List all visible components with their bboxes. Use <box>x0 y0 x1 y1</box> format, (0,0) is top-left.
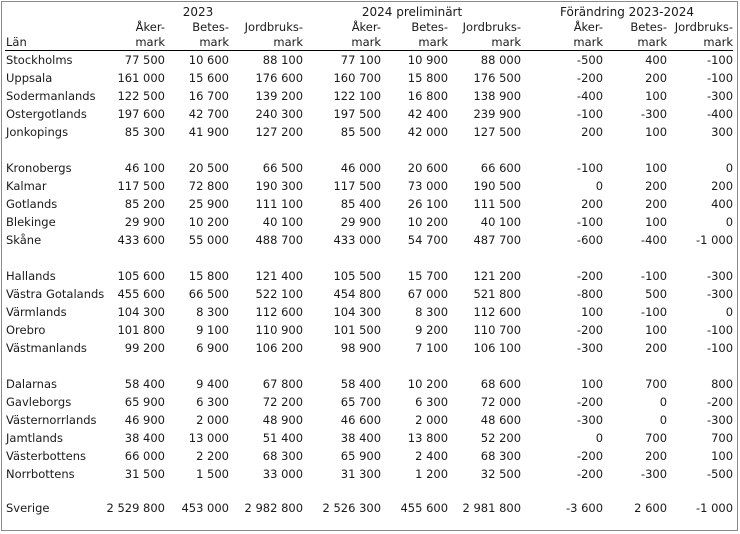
cell-jord-change: 100 <box>711 449 734 463</box>
col-aker-line2: mark <box>573 35 604 49</box>
cell-aker-change: 100 <box>581 377 604 391</box>
cell-aker-2023: 433 600 <box>117 233 165 247</box>
cell-aker-2024: 31 300 <box>340 467 382 481</box>
col-bete-line1: Betes- <box>411 20 449 34</box>
cell-jord-change: 0 <box>725 161 734 175</box>
table-row <box>5 123 733 141</box>
cell-jord-change: -100 <box>706 71 734 85</box>
cell-aker-2024: 104 300 <box>333 305 382 319</box>
col-bete-2024 <box>381 20 448 51</box>
col-aker-2024 <box>303 20 381 51</box>
group-spacer <box>5 141 733 159</box>
cell-bete-change: -100 <box>640 305 668 319</box>
header-column-row <box>5 20 733 51</box>
cell-jord-2024: 68 300 <box>480 449 522 463</box>
cell-aker-2023: 99 200 <box>124 341 165 355</box>
cell-aker-2024: 65 900 <box>340 449 382 463</box>
cell-aker-2023: 66 000 <box>124 449 165 463</box>
cell-jord-2024: 190 500 <box>473 179 522 193</box>
cell-jord-2023: 66 500 <box>262 161 304 175</box>
cell-aker-change: -100 <box>576 215 604 229</box>
col-bete-line1: Betes- <box>192 20 229 34</box>
table-row <box>5 465 733 483</box>
col-jord-change <box>667 20 733 51</box>
cell-bete-2024: 15 700 <box>407 269 449 283</box>
cell-bete-change: 100 <box>645 161 668 175</box>
cell-jord-change: 200 <box>711 179 734 193</box>
group-spacer <box>5 357 733 375</box>
cell-bete-2023: 20 500 <box>188 161 229 175</box>
cell-aker-2023: 101 800 <box>117 323 165 337</box>
cell-aker-2023: 46 100 <box>124 161 165 175</box>
cell-aker-change: -200 <box>576 269 604 283</box>
cell-bete-2023: 9 100 <box>196 323 229 337</box>
col-lan: Län <box>5 20 93 51</box>
cell-aker-change: -100 <box>576 107 604 121</box>
cell-bete-2024: 1 200 <box>415 467 449 481</box>
cell-bete-2024: 455 600 <box>400 501 449 515</box>
cell-aker-change: 0 <box>595 431 604 445</box>
cell-bete-2024: 26 100 <box>407 197 449 211</box>
table-row <box>5 411 733 429</box>
cell-bete-2024: 2 400 <box>415 449 449 463</box>
cell-aker-2023: 122 500 <box>117 89 165 103</box>
cell-bete-2023: 15 600 <box>188 71 229 85</box>
cell-aker-2024: 85 500 <box>340 125 382 139</box>
cell-bete-2024: 42 000 <box>407 125 449 139</box>
cell-jord-2023: 2 982 800 <box>244 501 304 515</box>
cell-jord-2023: 488 700 <box>255 233 304 247</box>
table-row <box>5 213 733 231</box>
cell-jord-change: 800 <box>711 377 734 391</box>
cell-aker-change: -300 <box>576 341 604 355</box>
cell-jord-2023: 33 000 <box>262 467 304 481</box>
cell-bete-2023: 10 200 <box>188 215 229 229</box>
cell-lan-name: Jamtlands <box>6 431 63 445</box>
cell-aker-2024: 38 400 <box>340 431 382 445</box>
cell-aker-change: -200 <box>576 71 604 85</box>
cell-aker-2023: 38 400 <box>124 431 165 445</box>
cell-aker-2023: 31 500 <box>124 467 165 481</box>
table-row <box>5 159 733 177</box>
table-row <box>5 195 733 213</box>
cell-lan-name: Skåne <box>6 233 42 247</box>
cell-aker-2023: 85 300 <box>124 125 165 139</box>
cell-bete-change: 400 <box>645 53 668 67</box>
cell-aker-2023: 2 529 800 <box>106 501 165 515</box>
cell-bete-change: 500 <box>645 287 668 301</box>
cell-lan-name: Blekinge <box>6 215 56 229</box>
cell-jord-2023: 111 100 <box>255 197 304 211</box>
cell-aker-2024: 77 100 <box>340 53 382 67</box>
cell-jord-2024: 127 500 <box>473 125 522 139</box>
col-bete-change <box>603 20 667 51</box>
cell-bete-2023: 55 000 <box>188 233 229 247</box>
group-change: Förändring 2023-2024 <box>560 5 695 19</box>
cell-lan-name: Gavleborgs <box>6 395 72 409</box>
cell-bete-change: 200 <box>645 449 668 463</box>
cell-jord-2024: 88 000 <box>480 53 522 67</box>
cell-jord-change: -200 <box>706 395 734 409</box>
cell-bete-2024: 13 800 <box>407 431 449 445</box>
col-aker-line1: Åker- <box>351 20 382 34</box>
cell-jord-change: 0 <box>725 305 734 319</box>
cell-jord-2024: 72 000 <box>480 395 522 409</box>
cell-aker-2024: 46 000 <box>340 161 382 175</box>
cell-bete-2023: 66 500 <box>188 287 229 301</box>
cell-bete-change: 200 <box>645 197 668 211</box>
cell-aker-2024: 46 600 <box>340 413 382 427</box>
spacer-cell <box>5 249 733 267</box>
cell-lan-name: Stockholms <box>6 53 73 67</box>
cell-bete-change: 700 <box>645 377 668 391</box>
cell-bete-2023: 10 600 <box>188 53 229 67</box>
cell-lan-name: Jonkopings <box>6 125 69 139</box>
cell-jord-change: 700 <box>711 431 734 445</box>
cell-jord-change: -100 <box>706 53 734 67</box>
cell-aker-2024: 29 900 <box>340 215 382 229</box>
cell-lan-name: Norrbottens <box>6 467 75 481</box>
land-use-table <box>5 4 733 517</box>
cell-aker-change: 0 <box>595 179 604 193</box>
cell-bete-2024: 73 000 <box>407 179 449 193</box>
table-row <box>5 429 733 447</box>
cell-jord-2024: 138 900 <box>473 89 522 103</box>
cell-bete-2024: 54 700 <box>407 233 449 247</box>
table-row <box>5 339 733 357</box>
col-jord-2023 <box>229 20 303 51</box>
cell-lan-name: Västernorrlands <box>6 413 97 427</box>
header-group-row <box>5 4 733 20</box>
cell-bete-change: 100 <box>645 215 668 229</box>
cell-bete-2023: 15 800 <box>188 269 229 283</box>
table-row <box>5 51 733 70</box>
col-aker-line1: Åker- <box>135 20 165 34</box>
cell-aker-change: 100 <box>581 305 604 319</box>
cell-lan-name: Västra Gotalands <box>6 287 105 301</box>
table-row <box>5 447 733 465</box>
cell-lan-name: Västerbottens <box>6 449 87 463</box>
col-aker-line1: Åker- <box>573 20 604 34</box>
cell-aker-2023: 105 600 <box>117 269 165 283</box>
cell-aker-2024: 85 400 <box>340 197 382 211</box>
cell-aker-change: -200 <box>576 467 604 481</box>
cell-lan-name: Gotlands <box>6 197 58 211</box>
cell-bete-2023: 453 000 <box>181 501 229 515</box>
cell-jord-2023: 176 600 <box>255 71 304 85</box>
col-bete-line2: mark <box>199 35 229 49</box>
col-jord-line1: Jordbruks- <box>674 20 734 34</box>
cell-jord-2023: 72 200 <box>262 395 304 409</box>
cell-bete-2023: 1 500 <box>196 467 229 481</box>
col-jord-2024 <box>448 20 521 51</box>
cell-bete-2023: 9 400 <box>196 377 229 391</box>
cell-jord-2023: 51 400 <box>262 431 304 445</box>
col-bete-line1: Betes- <box>630 20 668 34</box>
cell-jord-2024: 68 600 <box>480 377 522 391</box>
cell-bete-2023: 6 900 <box>196 341 229 355</box>
cell-jord-change: -300 <box>706 89 734 103</box>
cell-jord-2024: 521 800 <box>473 287 522 301</box>
cell-bete-2024: 6 300 <box>415 395 449 409</box>
cell-jord-change: -300 <box>706 413 734 427</box>
cell-jord-change: -100 <box>706 341 734 355</box>
cell-aker-2023: 85 200 <box>124 197 165 211</box>
spacer-cell <box>5 483 733 499</box>
cell-bete-change: 100 <box>645 89 668 103</box>
col-aker-2023 <box>93 20 165 51</box>
cell-jord-2023: 110 900 <box>255 323 304 337</box>
cell-jord-2023: 67 800 <box>262 377 304 391</box>
cell-jord-change: -400 <box>706 107 734 121</box>
cell-lan-name: Orebro <box>6 323 46 337</box>
cell-bete-2024: 7 100 <box>415 341 449 355</box>
cell-lan-name: Dalarnas <box>6 377 57 391</box>
cell-jord-2024: 239 900 <box>473 107 522 121</box>
group-2024: 2024 preliminärt <box>361 5 463 19</box>
cell-bete-change: 2 600 <box>634 501 668 515</box>
cell-aker-change: -200 <box>576 323 604 337</box>
cell-bete-2024: 8 300 <box>415 305 449 319</box>
cell-aker-2024: 454 800 <box>333 287 382 301</box>
cell-jord-change: -1 000 <box>695 501 734 515</box>
cell-jord-change: -300 <box>706 287 734 301</box>
col-jord-line2: mark <box>491 35 522 49</box>
cell-jord-change: -100 <box>706 323 734 337</box>
cell-lan-name: Sverige <box>6 501 50 515</box>
table-row <box>5 267 733 285</box>
cell-bete-change: 200 <box>645 341 668 355</box>
cell-bete-2024: 15 800 <box>407 71 449 85</box>
cell-aker-change: 200 <box>581 125 604 139</box>
cell-jord-2024: 112 600 <box>473 305 522 319</box>
cell-aker-change: -200 <box>576 395 604 409</box>
cell-aker-2023: 46 900 <box>124 413 165 427</box>
cell-aker-2023: 58 400 <box>124 377 165 391</box>
cell-lan-name: Ostergotlands <box>6 107 87 121</box>
cell-jord-2023: 112 600 <box>255 305 304 319</box>
cell-jord-2024: 40 100 <box>480 215 522 229</box>
col-bete-2023 <box>165 20 229 51</box>
cell-aker-2023: 65 900 <box>124 395 165 409</box>
table-row <box>5 231 733 249</box>
cell-jord-2023: 88 100 <box>262 53 304 67</box>
cell-jord-2024: 48 600 <box>480 413 522 427</box>
table-row <box>5 105 733 123</box>
cell-aker-2024: 433 000 <box>333 233 382 247</box>
cell-bete-2023: 8 300 <box>196 305 229 319</box>
cell-aker-change: -3 600 <box>565 501 604 515</box>
cell-bete-2023: 42 700 <box>188 107 229 121</box>
cell-jord-2024: 32 500 <box>480 467 522 481</box>
cell-aker-2023: 29 900 <box>124 215 165 229</box>
cell-bete-2023: 72 800 <box>188 179 229 193</box>
table-row <box>5 69 733 87</box>
cell-aker-2024: 2 526 300 <box>322 501 382 515</box>
cell-bete-2024: 9 200 <box>415 323 449 337</box>
cell-aker-2023: 77 500 <box>124 53 165 67</box>
cell-jord-2023: 40 100 <box>262 215 304 229</box>
cell-jord-change: -500 <box>706 467 734 481</box>
cell-lan-name: Kronobergs <box>6 161 72 175</box>
cell-bete-change: -100 <box>640 269 668 283</box>
spacer-cell <box>5 141 733 159</box>
cell-aker-2023: 161 000 <box>117 71 165 85</box>
cell-bete-2023: 16 700 <box>188 89 229 103</box>
cell-aker-2024: 160 700 <box>333 71 382 85</box>
cell-bete-2024: 10 200 <box>407 377 449 391</box>
cell-lan-name: Kalmar <box>6 179 47 193</box>
cell-lan-name: Hallands <box>6 269 56 283</box>
cell-bete-change: 200 <box>645 179 668 193</box>
cell-jord-2024: 2 981 800 <box>462 501 522 515</box>
cell-jord-2024: 106 100 <box>473 341 522 355</box>
cell-lan-name: Uppsala <box>6 71 53 85</box>
table-row <box>5 177 733 195</box>
col-bete-line2: mark <box>637 35 668 49</box>
table-row <box>5 303 733 321</box>
cell-aker-2024: 122 100 <box>333 89 382 103</box>
cell-jord-2024: 176 500 <box>473 71 522 85</box>
cell-aker-change: -400 <box>576 89 604 103</box>
cell-bete-change: 700 <box>645 431 668 445</box>
cell-bete-change: 0 <box>659 395 668 409</box>
cell-jord-2024: 110 700 <box>473 323 522 337</box>
col-bete-line2: mark <box>418 35 449 49</box>
cell-aker-2024: 101 500 <box>333 323 382 337</box>
col-aker-change <box>521 20 603 51</box>
table-row <box>5 87 733 105</box>
cell-aker-change: -600 <box>576 233 604 247</box>
cell-jord-2023: 106 200 <box>255 341 304 355</box>
cell-jord-change: -1 000 <box>695 233 734 247</box>
cell-aker-2023: 197 600 <box>117 107 165 121</box>
cell-aker-change: -100 <box>576 161 604 175</box>
group-spacer <box>5 483 733 499</box>
cell-bete-2023: 6 300 <box>196 395 229 409</box>
cell-jord-2023: 68 300 <box>262 449 304 463</box>
cell-bete-change: 0 <box>659 413 668 427</box>
cell-aker-change: 200 <box>581 197 604 211</box>
group-spacer <box>5 249 733 267</box>
cell-bete-2024: 2 000 <box>415 413 449 427</box>
col-aker-line2: mark <box>135 35 165 49</box>
cell-bete-change: -300 <box>640 107 668 121</box>
cell-jord-2024: 487 700 <box>473 233 522 247</box>
spacer-cell <box>5 357 733 375</box>
cell-jord-2024: 66 600 <box>480 161 522 175</box>
cell-bete-2023: 2 000 <box>196 413 229 427</box>
col-jord-line2: mark <box>273 35 304 49</box>
cell-aker-change: -800 <box>576 287 604 301</box>
cell-bete-2023: 25 900 <box>188 197 229 211</box>
cell-jord-change: 0 <box>725 215 734 229</box>
group-2023: 2023 <box>182 5 214 19</box>
table-row <box>5 393 733 411</box>
cell-bete-2024: 10 900 <box>407 53 449 67</box>
cell-aker-change: -500 <box>576 53 604 67</box>
cell-bete-change: 100 <box>645 125 668 139</box>
cell-aker-2024: 117 500 <box>333 179 382 193</box>
col-aker-line2: mark <box>351 35 382 49</box>
cell-aker-2023: 104 300 <box>117 305 165 319</box>
table-row <box>5 321 733 339</box>
table-row <box>5 285 733 303</box>
cell-bete-2024: 42 400 <box>407 107 449 121</box>
cell-jord-2023: 240 300 <box>255 107 304 121</box>
cell-aker-change: -300 <box>576 413 604 427</box>
cell-bete-2023: 2 200 <box>196 449 229 463</box>
cell-jord-2024: 52 200 <box>480 431 522 445</box>
cell-jord-2023: 190 300 <box>255 179 304 193</box>
cell-aker-2024: 65 700 <box>340 395 382 409</box>
cell-aker-2023: 455 600 <box>117 287 165 301</box>
total-row <box>5 499 733 517</box>
cell-bete-2024: 16 800 <box>407 89 449 103</box>
table-body <box>5 51 733 518</box>
cell-aker-2024: 197 500 <box>333 107 382 121</box>
cell-aker-2023: 117 500 <box>117 179 165 193</box>
col-jord-line1: Jordbruks- <box>244 20 304 34</box>
cell-jord-2024: 121 200 <box>473 269 522 283</box>
cell-bete-change: -400 <box>640 233 668 247</box>
cell-jord-change: 400 <box>711 197 734 211</box>
cell-jord-2023: 522 100 <box>255 287 304 301</box>
cell-jord-2024: 111 500 <box>473 197 522 211</box>
cell-aker-2024: 58 400 <box>340 377 382 391</box>
cell-jord-change: -300 <box>706 269 734 283</box>
cell-lan-name: Värmlands <box>6 305 67 319</box>
table-row <box>5 375 733 393</box>
cell-aker-change: -200 <box>576 449 604 463</box>
cell-jord-2023: 139 200 <box>255 89 304 103</box>
cell-bete-change: -300 <box>640 467 668 481</box>
cell-jord-2023: 121 400 <box>255 269 304 283</box>
cell-bete-change: 100 <box>645 323 668 337</box>
cell-aker-2024: 105 500 <box>333 269 382 283</box>
cell-aker-2024: 98 900 <box>340 341 382 355</box>
cell-lan-name: Sodermanlands <box>6 89 96 103</box>
col-jord-line2: mark <box>703 35 734 49</box>
cell-bete-change: 200 <box>645 71 668 85</box>
cell-bete-2023: 41 900 <box>188 125 229 139</box>
cell-bete-2024: 20 600 <box>407 161 449 175</box>
cell-jord-2023: 127 200 <box>255 125 304 139</box>
cell-bete-2024: 10 200 <box>407 215 449 229</box>
cell-jord-change: 300 <box>711 125 734 139</box>
cell-lan-name: Västmanlands <box>6 341 87 355</box>
cell-bete-2023: 13 000 <box>188 431 229 445</box>
col-jord-line1: Jordbruks- <box>462 20 522 34</box>
cell-bete-2024: 67 000 <box>407 287 449 301</box>
cell-jord-2023: 48 900 <box>262 413 304 427</box>
